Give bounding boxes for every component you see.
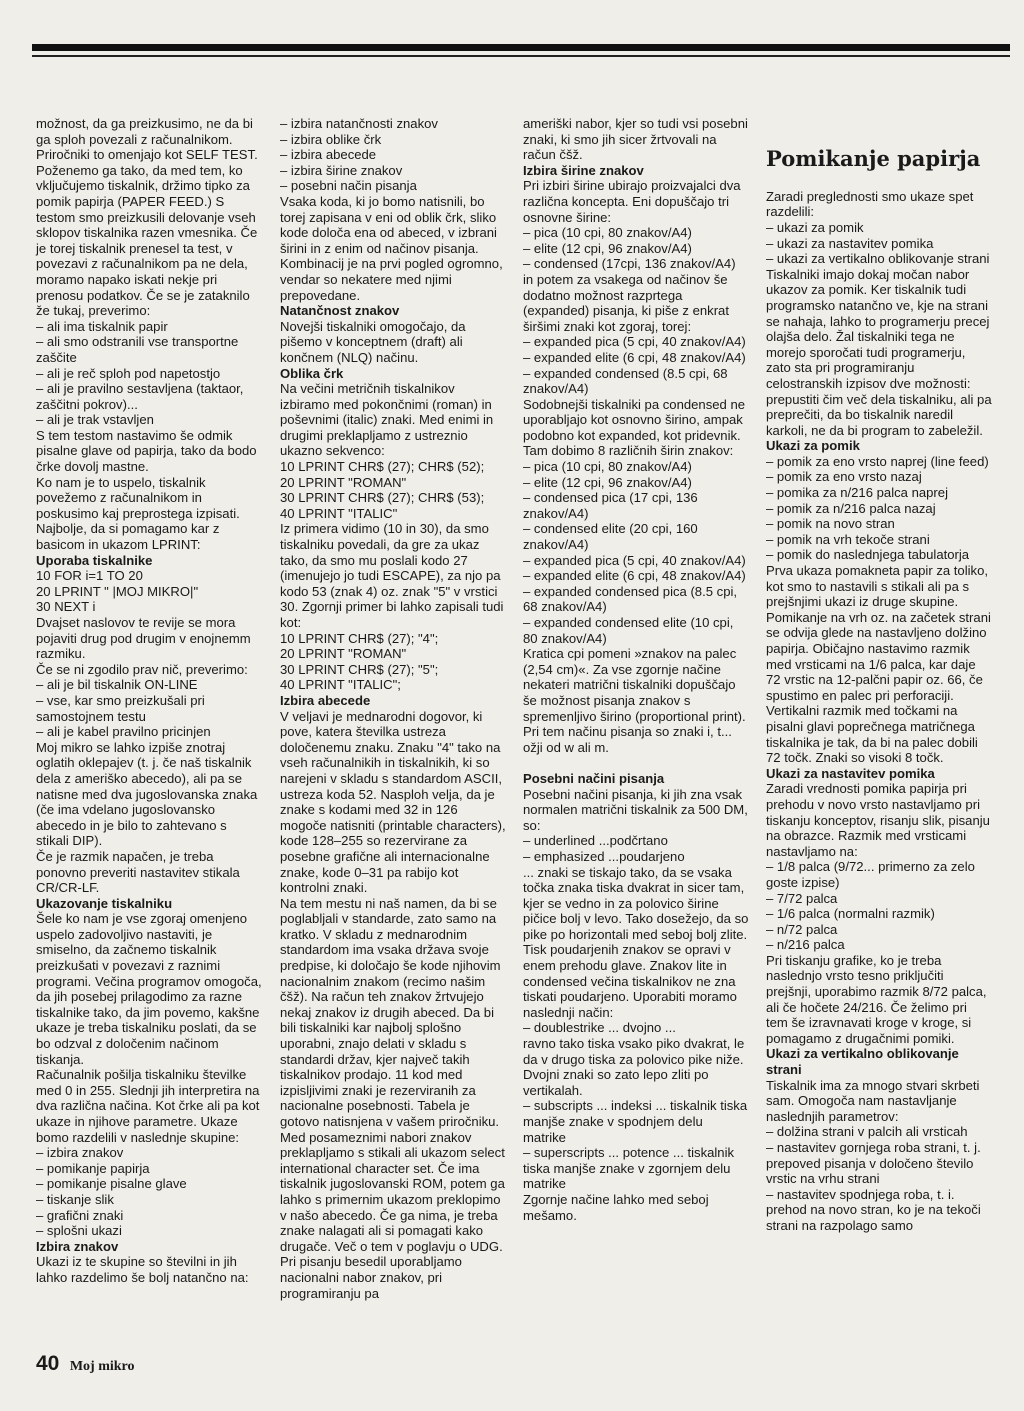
paragraph: Tiskalniki imajo dokaj močan nabor ukazov za pomik. Ker tiskalnik tudi programsko natančno ve, kje na strani se nahaja, lahko to programerju precej olajša delo. Žal tiskalniki tega ne morejo sporočati tudi programerju, zato sta pri programiranju celostranskih izpisov dve možnosti: prepustiti čim več dela tiskalniku, ali pa preprečiti, da bo tiskalnik naredil karkoli, ne da bi program to zabeležil. [766, 266, 996, 438]
paragraph: Na večini metričnih tiskalnikov izbiramo med pokončnimi (roman) in poševnimi (italic) znaki. Med enimi in drugimi preklapljamo z ustreznio ukazno sekvenco: [280, 381, 497, 459]
paragraph: in potem za vsakega od načinov še dodatno možnost razprtega (expanded) pisanja, ki piše z enkrat širšimi znaki kot zgoraj, torej: [523, 271, 733, 334]
paragraph: – underlined ...podčrtano – emphasized ...poudarjeno [523, 833, 685, 864]
subheading: Izbira znakov [36, 1238, 119, 1254]
paragraph: ravno tako tiska vsako piko dvakrat, le da v drugo tiska za polovico pike niže. Dvojni znaki so zato lepo zliti po vertikalah. [523, 1036, 748, 1098]
paragraph: – pica (10 cpi, 80 znakov/A4) – elite (12 cpi, 96 znakov/A4) – condensed (17cpi, 136 znakov/A4) [523, 225, 736, 272]
subheading: Izbira širine znakov [523, 162, 644, 178]
paragraph: – ali je bil tiskalnik ON-LINE – vse, kar smo preizkušali pri samostojnem testu – ali je kabel pravilno pricinjen [36, 677, 211, 740]
paragraph: – izbira znakov – pomikanje papirja – pomikanje pisalne glave – tiskanje slik – grafični znaki – splošni ukazi [36, 1145, 187, 1239]
paragraph: – ukazi za pomik – ukazi za nastavitev pomika – ukazi za vertikalno oblikovanje strani [766, 219, 990, 267]
paragraph: Zgornje načine lahko med seboj mešamo. [523, 1191, 713, 1223]
subheading: Ukazovanje tiskalniku [36, 895, 173, 911]
paragraph: Računalnik pošilja tiskalniku številke med 0 in 255. Slednji jih interpretira na dva različna načina. Kot črke ali pa kot ukaze in njihove parametre. Ukaze bomo razdelili v naslednje skupine: [36, 1067, 264, 1145]
paragraph: Kratica cpi pomeni »znakov na palec (2,54 cm)«. Za vse zgornje načine nekateri matrični tiskalniki dopuščajo še možnost pisanja znakov s spremenljivo širino (proportional print). Pri tem načinu pisanja so znaki i, t... ožji od w ali m. [523, 646, 750, 755]
paragraph: Če je razmik napačen, je treba ponovno preveriti nastavitev stikala CR/CR-LF. [36, 848, 244, 896]
column-2 [280, 116, 510, 1356]
paragraph: – dolžina strani v palcih ali vrsticah – nastavitev gornjega roba strani, t. j. prepoved pisanja v določeno število vrstic na vrhu strani – nastavitev spodnjega roba, t. i. prehod na novo stran, ko je na tekoči strani na razpolago samo [766, 1124, 981, 1233]
paragraph: – izbira natančnosti znakov – izbira oblike črk – izbira abecede – izbira širine znakov – posebni način pisanja [280, 116, 438, 194]
paragraph: Zaradi vrednosti pomika papirja pri prehodu v novo vrsto nastavljamo pri tiskanju konceptov, risanju slik, pisanju na obrazce. Razmik med vrsticami nastavljamo na: [766, 781, 994, 859]
paragraph: – ali ima tiskalnik papir – ali smo odstranili vse transportne zaščite – ali je reč sploh pod napetostjo – ali je pravilno sestavljena (taktaor, zaščitni pokrov)... – ali je trak vstavljen [36, 318, 244, 428]
paragraph: 10 LPRINT CHR$ (27); "4"; 20 LPRINT "ROMAN" 30 LPRINT CHR$ (27); "5"; 40 LPRINT "ITALIC"; [280, 630, 439, 693]
paragraph: Zaradi preglednosti smo ukaze spet razdelili: [766, 188, 978, 220]
subheading: Natančnost znakov [280, 303, 400, 319]
subheading: Izbira abecede [280, 692, 371, 708]
paragraph: – expanded pica (5 cpi, 40 znakov/A4) – expanded elite (6 cpi, 48 znakov/A4) – expanded condensed (8.5 cpi, 68 znakov/A4) [523, 334, 746, 397]
magazine-name: Moj mikro [69, 1359, 135, 1374]
paragraph: Prva ukaza pomakneta papir za toliko, kot smo to nastavili s stikali ali pa s prejšnjimi ukazi iz druge skupine. Pomikanje na vrh oz. na začetek strani se odvija glede na nastavljeno dolžino papirja. Običajno nastavimo razmik med vrsticami na 1/6 palca, kar daje 72 vrstic na 12-palčni papir oz. 66, če spustimo en palec pri perforaciji. Vertikalni razmik med točkami na pisalni glavi poprečnega matričnega tiskalnika je tak, da bi na palec dobili 72 točk. Znaki so visoki 8 točk. [766, 563, 995, 766]
paragraph: Dvajset naslovov te revije se mora pojaviti drug pod drugim v enojnemm razmiku. [36, 615, 255, 662]
paragraph: Sodobnejši tiskalniki pa condensed ne uporabljajo kot osnovno širino, ampak podobno kot expanded, kot pridevnik. Tam dobimo 8 različnih širin znakov: [523, 396, 749, 459]
page-number: 40 [36, 1352, 60, 1375]
subheading: Ukazi za vertikalno oblikovanje strani [766, 1046, 963, 1078]
paragraph: Ko nam je to uspelo, tiskalnik povežemo z računalnikom in poskusimo kaj preprostega izpisati. Najbolje, da si pomagamo kar z basicom in ukazom LPRINT: [36, 474, 244, 553]
paragraph: Tiskalnik ima za mnogo stvari skrbeti sam. Omogoča nam nastavljanje naslednjih parametrov: [766, 1077, 984, 1124]
paragraph: Moj mikro se lahko izpiše znotraj oglatih oklepajev (t. j. če naš tiskalnik dela z ameriško abecedo), ali pa se natisne med dva jugoslovanska znaka (če ima vdelano jugoslovansko abecedo in je bilo to zahtevano s stikali DIP). [36, 739, 261, 849]
paragraph: ameriški nabor, kjer so tudi vsi posebni znaki, ki smo jih sicer žrtvovali na račun čšž. [523, 116, 752, 163]
column-1 [36, 116, 266, 1356]
paragraph: – doublestrike ... dvojno ... [523, 1020, 676, 1036]
paragraph: Vsaka koda, ki jo bomo natisnili, bo torej zapisana v eni od oblik črk, sliko kode določa ena od abeced, v izbrani širini in z enim od načinov pisanja. Kombinacij je na prvi pogled ogromno, vendar so nekatere med njimi prepovedane. [280, 193, 507, 303]
paragraph [523, 755, 749, 771]
paragraph: – 1/8 palca (9/72... primerno za zelo goste izpise) – 7/72 palca – 1/6 palca (normalni razmik) – n/72 palca – n/216 palca [766, 859, 975, 953]
paragraph: Pri izbiri širine ubirajo proizvajalci dva različna koncepta. Eni dopuščajo tri osnovne širine: [523, 178, 745, 225]
paragraph: Pri tiskanju grafike, ko je treba naslednjo vrsto tesno priključiti prejšnji, uporabimo razmik 8/72 palca, ali če hočete 24/216. Če želimo pri tem še izravnavati kroge v kroge, si pomagamo z drugačnimi pomiki. [766, 952, 991, 1046]
paragraph: Šele ko nam je vse zgoraj omenjeno uspelo zadovoljivo nastaviti, je smiselno, da začnemo tiskalnik preizkušati v povezavi z raznimi programi. Večina programov omogoča, da jih posebej prilagodimo za razne tiskalnike tako, da jim povemo, kakšne ukaze je treba tiskalniku poslati, da se bo odzval z določenim načinom tiskanja. [36, 911, 266, 1067]
paragraph: Na tem mestu ni naš namen, da bi se poglabljali v standarde, zato samo na kratko. V skladu z mednarodnim standardom ima vsaka država svoje predpise, ki določajo še kode njihovim nacionalnim znakom (recimo našim čšž). Na račun teh znakov žrtvujejo nekaj znakov iz drugih abeced. Da bi bili tiskalniki kar najbolj splošno uporabni, znajo delati v skladu s standardi držav, kjer največ takih tiskalnikov prodajo. 11 kod med izpisljivimi znaki je rezerviranih za nacionalne posebnosti. Tabela je gotovo natisnjena v vašem priročniku. Med posameznimi nabori znakov preklapljamo s stikali ali ukazom select international character set. Če ima tiskalnik jugoslovanski ROM, potem ga lahko s primernim ukazom preklopimo v našo abecedo. Če ga nima, je treba znake nalagati ali si pomagati kako drugače. Več o tem v poglavju o UDG. Pri pisanju besedil uporabljamo nacionalni nabor znakov, pri programiranju pa [280, 895, 509, 1301]
section-heading: Pomikanje papirja [766, 146, 981, 172]
paragraph: – pomik za eno vrsto naprej (line feed) – pomik za eno vrsto nazaj – pomika za n/216 palca naprej – pomik za n/216 palca nazaj – pomik na novo stran – pomik na vrh tekoče strani – pomik do naslednjega tabulatorja [766, 453, 989, 563]
column-4 [766, 116, 996, 1376]
page-footer [36, 1352, 135, 1376]
paragraph: 10 FOR i=1 TO 20 20 LPRINT " |MOJ MIKRO|" 30 NEXT i [36, 568, 199, 615]
paragraph: Iz primera vidimo (10 in 30), da smo tiskalniku povedali, da gre za ukaz tako, da smo mu poslali kodo 27 (imenujejo jo tudi ESCAPE), za njo pa kodo 53 (znak 4) oz. znak "5" v vrstici 30. Zgornji primer bi lahko zapisali tudi kot: [280, 521, 508, 630]
paragraph: ... znaki se tiskajo tako, da se vsaka točka znaka tiska dvakrat in sicer tam, kjer se vedno in za polovico širine pičice bolj v levo. Tako dosežejo, da so pike po horizontali med seboj bolj zlite. Tisk poudarjenih znakov se opravi v enem prehodu glave. Znakov lite in condensed večina tiskalnikov ne zna tiskati poudarjeno. Uporabiti moramo naslednji način: [523, 864, 753, 1020]
paragraph: Če se ni zgodilo prav nič, preverimo: [36, 661, 248, 677]
paragraph: – subscripts ... indeksi ... tiskalnik tiska manjše znake v spodnjem delu matrike – superscripts ... potence ... tiskalnik tiska manjše znake v zgornjem delu matrike [523, 1098, 748, 1192]
subheading: Ukazi za pomik [766, 438, 860, 454]
paragraph: V veljavi je mednarodni dogovor, ki pove, katera številka ustreza določenemu znaku. Znaku "4" tako na vseh računalnikih in tiskalnikih, ki so narejeni v skladu s standardom ASCII, ustreza koda 52. Nasploh velja, da je znake s kodami med 32 in 126 mogoče natisniti (printable characters), kode 128–255 so rezervirane za posebne grafične ali internacionalne znake, kode 0–31 pa rabijo kot kontrolni znaki. [280, 708, 510, 896]
subheading: Ukazi za nastavitev pomika [766, 765, 935, 781]
paragraph: – pica (10 cpi, 80 znakov/A4) – elite (12 cpi, 96 znakov/A4) – condensed pica (17 cpi, 136 znakov/A4) – condensed elite (20 cpi, 160 znakov/A4) – expanded pica (5 cpi, 40 znakov/A4) – expanded elite (6 cpi, 48 znakov/A4) – expanded condensed pica (8.5 cpi, 68 znakov/A4) – expanded condensed elite (10 cpi, 80 znakov/A4) [523, 459, 746, 646]
paragraph: 10 LPRINT CHR$ (27); CHR$ (52); 20 LPRINT "ROMAN" 30 LPRINT CHR$ (27); CHR$ (53); 40 LPRINT "ITALIC" [280, 459, 485, 521]
paragraph: možnost, da ga preizkusimo, ne da bi ga sploh povezali z računalnikom. Priročniki to omenjajo kot SELF TEST. Poženemo ga tako, da med tem, ko vključujemo tiskalnik, držimo tipko za pomik papirja (PAPER FEED.) S testom smo preizkusili delovanje vseh sklopov tiskalnika razen vmesnika. Če je torej tiskalnik prenesel ta test, v povezavi z računalnikom pa ne dela, moramo napako iskati nekje pri prenosu podatkov. Če se je zataknilo že tukaj, preverimo: [36, 116, 262, 319]
subheading: Posebni načini pisanja [523, 770, 665, 786]
subheading: Uporaba tiskalnike [36, 552, 153, 568]
column-3 [523, 116, 753, 1376]
paragraph: Ukazi iz te skupine so številni in jih lahko razdelimo še bolj natančno na: [36, 1254, 249, 1285]
top-rule-thick [32, 44, 1010, 51]
subheading: Oblika črk [280, 365, 344, 381]
paragraph: S tem testom nastavimo še odmik pisalne glave od papirja, tako da bodo črke dovolj mastne. [36, 427, 261, 475]
paragraph: Posebni načini pisanja, ki jih zna vsak normalen matrični tiskalnik za 500 DM, so: [523, 786, 752, 833]
paragraph: Novejši tiskalniki omogočajo, da pišemo v konceptnem (draft) ali končnem (NLQ) načinu. [280, 318, 470, 365]
top-rule-thin [32, 55, 1010, 57]
